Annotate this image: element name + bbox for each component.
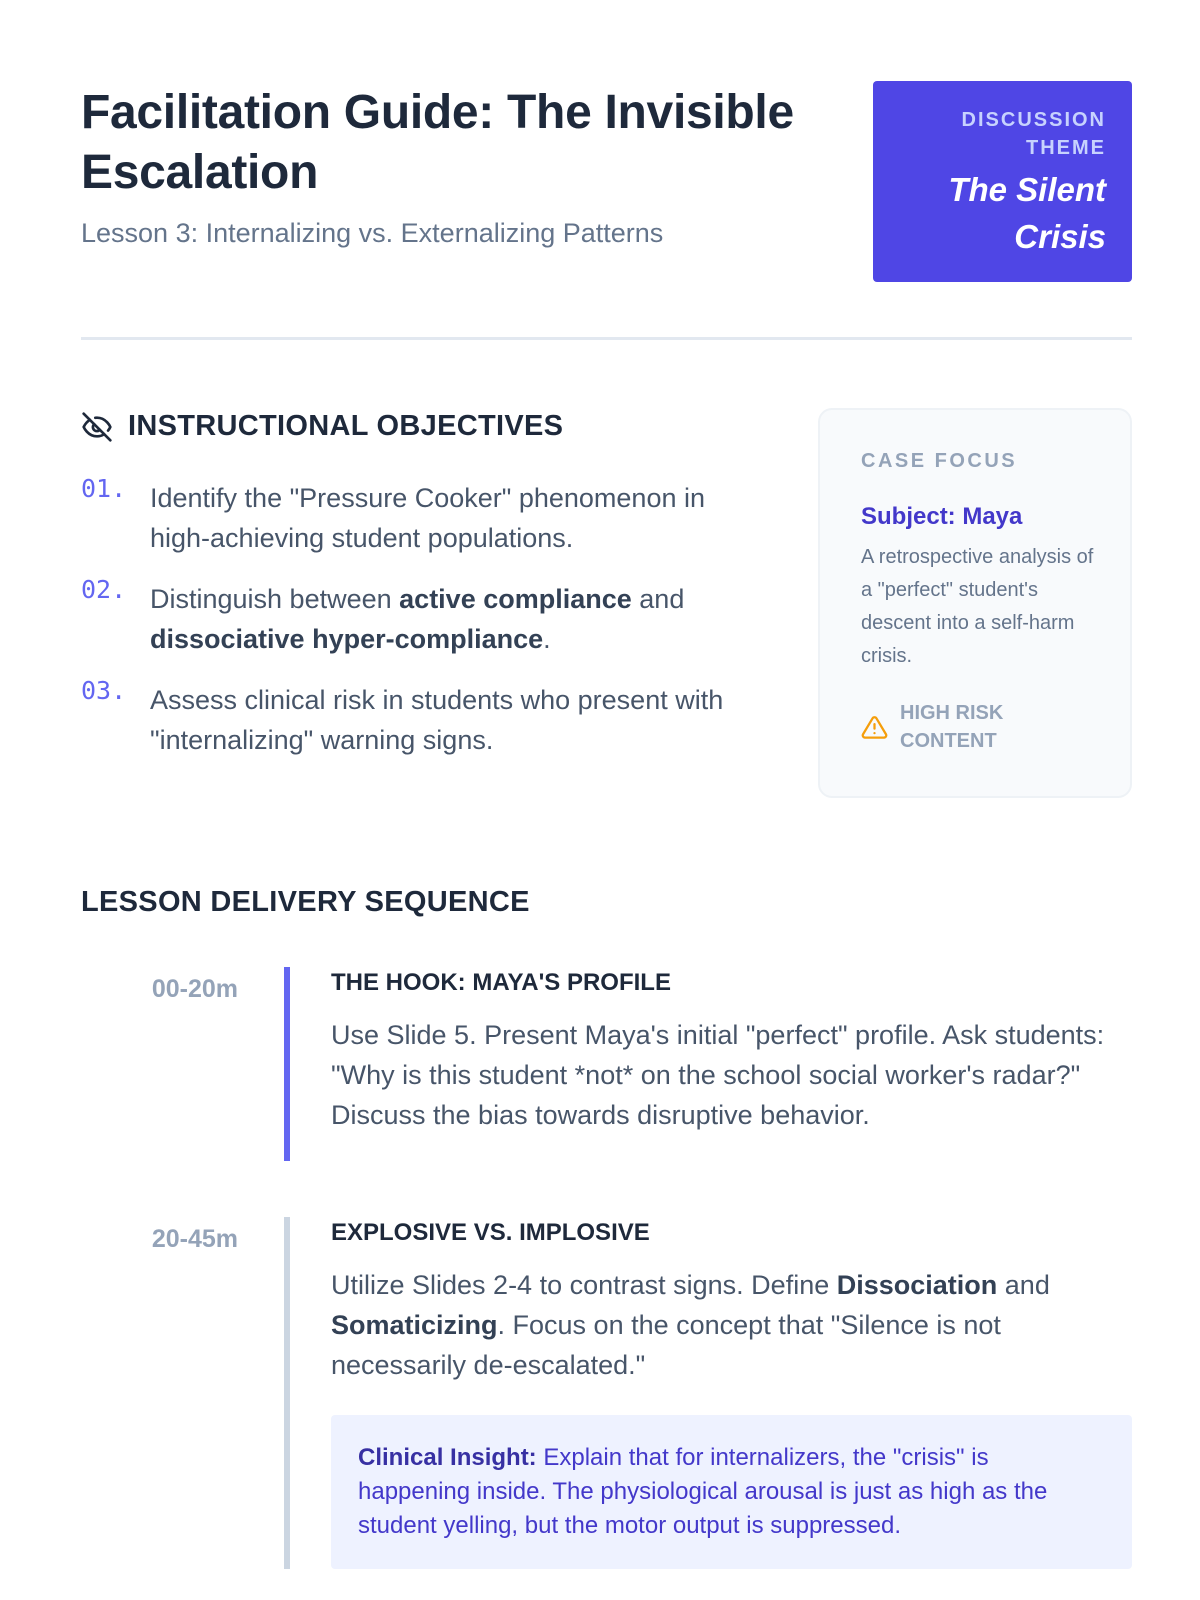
case-subject: Subject: Maya — [861, 503, 1023, 530]
objective-item — [81, 676, 761, 760]
case-focus-card — [818, 408, 1132, 798]
case-description: A retrospective analysis of a "perfect" student's descent into a self-harm crisis. — [861, 546, 1094, 667]
risk-label: HIGH RISK CONTENT — [900, 702, 1004, 752]
objective-number: 02. — [81, 575, 127, 604]
objective-number: 03. — [81, 676, 127, 705]
theme-label: DISCUSSION THEME — [961, 109, 1106, 159]
insight-label: Clinical Insight: — [358, 1444, 537, 1471]
sequence-title: LESSON DELIVERY SEQUENCE — [81, 886, 530, 918]
step-text-segment: and — [997, 1270, 1050, 1300]
step-time: 00-20m — [151, 975, 238, 1003]
step-text — [331, 1265, 1132, 1385]
objective-text: Identify the "Pressure Cooker" phenomenon in high-achieving student populations. — [150, 483, 705, 553]
warning-icon — [861, 714, 888, 741]
objectives-section — [81, 410, 761, 781]
step-text-segment: Utilize Slides 2-4 to contrast signs. Define — [331, 1270, 837, 1300]
objectives-heading — [81, 410, 761, 443]
page-subtitle: Lesson 3: Internalizing vs. Externalizing Patterns — [81, 218, 664, 248]
step-heading: THE HOOK: MAYA'S PROFILE — [331, 969, 671, 996]
step-text-segment: . Focus on the concept that "Silence is not necessarily de-escalated." — [331, 1310, 1001, 1380]
step-emphasis: Somaticizing — [331, 1310, 498, 1340]
objective-text-segment: . — [543, 624, 551, 654]
theme-value: The Silent Crisis — [948, 171, 1106, 255]
objective-text: Assess clinical risk in students who present with "internalizing" warning signs. — [150, 685, 724, 755]
insight-text: Explain that for internalizers, the "crisis" is happening inside. The physiological arousal is just as high as the student yelling, but the motor output is suppressed. — [358, 1444, 1048, 1539]
step-emphasis: Dissociation — [836, 1270, 998, 1300]
objectives-title: INSTRUCTIONAL OBJECTIVES — [128, 410, 564, 442]
step-time: 20-45m — [151, 1225, 238, 1253]
case-focus-label: CASE FOCUS — [861, 450, 1018, 472]
objective-item — [81, 575, 761, 659]
objective-number: 01. — [81, 474, 127, 503]
step-timeline-bar — [284, 967, 290, 1161]
eye-off-icon — [81, 411, 113, 443]
objective-emphasis: dissociative hyper-compliance — [150, 624, 544, 654]
objective-text-segment: Distinguish between — [150, 584, 400, 614]
objective-text-segment: and — [631, 584, 685, 614]
objective-item — [81, 474, 761, 558]
step-body — [331, 1217, 1132, 1569]
clinical-insight-callout — [331, 1415, 1132, 1569]
step-heading: EXPLOSIVE VS. IMPLOSIVE — [331, 1219, 650, 1246]
objective-emphasis: active compliance — [399, 584, 632, 614]
step-text: Use Slide 5. Present Maya's initial "perfect" profile. Ask students: "Why is this student *not* on the school social worker's radar?" Discuss the bias towards disruptive behavior. — [331, 1020, 1105, 1130]
page-header — [81, 81, 1132, 281]
step-body — [331, 967, 1132, 1135]
objective-text — [150, 579, 760, 659]
objectives-list — [81, 474, 761, 760]
discussion-theme-box — [873, 81, 1132, 282]
risk-indicator — [861, 699, 1100, 755]
sequence-step — [81, 1217, 1132, 1569]
header-divider — [81, 337, 1132, 340]
page-title: Facilitation Guide: The Invisible Escalation — [81, 86, 794, 199]
sequence-step — [81, 967, 1132, 1161]
step-timeline-bar — [284, 1217, 290, 1569]
